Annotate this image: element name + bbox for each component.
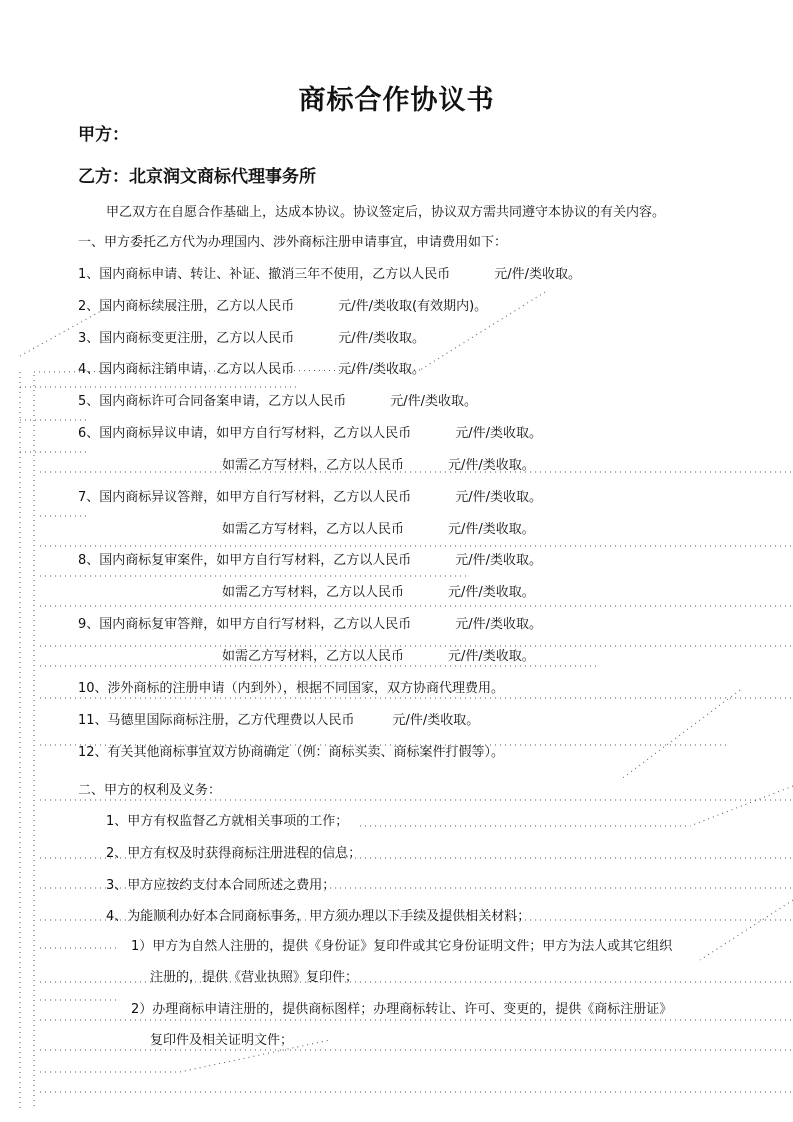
fee-item-text: 6、国内商标异议申请，如甲方自行写材料，乙方以人民币 xyxy=(78,426,412,441)
fee-item-text: 4、国内商标注销申请，乙方以人民币 xyxy=(78,362,295,377)
sub-item-line2: 注册的，提供《营业执照》复印件； xyxy=(150,970,359,985)
fee-item xyxy=(78,266,581,284)
fee-item xyxy=(78,712,479,730)
fee-item-unit: 元/件/类收取。 xyxy=(494,267,582,282)
fee-item-text: 如需乙方写材料，乙方以人民币 xyxy=(222,585,405,600)
fee-item xyxy=(78,744,504,762)
section2-heading: 二、甲方的权利及义务： xyxy=(78,783,222,798)
fee-item xyxy=(78,552,542,570)
fee-item-sub xyxy=(222,648,535,666)
fee-item xyxy=(78,361,425,379)
fee-item-text: 11、马德里国际商标注册，乙方代理费以人民币 xyxy=(78,713,355,728)
fee-item-unit: 元/件/类收取。 xyxy=(448,522,535,537)
fee-item-unit: 元/件/类收取。 xyxy=(455,426,543,441)
fee-item-text: 1、国内商标申请、转让、补证、撤消三年不使用，乙方以人民币 xyxy=(78,267,451,282)
rights-item: 4、为能顺利办好本合同商标事务，甲方须办理以下手续及提供相关材料； xyxy=(106,909,531,924)
fee-item-sub xyxy=(222,521,535,539)
sub-item-line2: 复印件及相关证明文件； xyxy=(150,1033,294,1048)
fee-item xyxy=(78,680,504,698)
rights-item: 1、甲方有权监督乙方就相关事项的工作； xyxy=(106,814,349,829)
fee-item xyxy=(78,425,542,443)
fee-item-text: 12、有关其他商标事宜双方协商确定（例：商标买卖、商标案件打假等）。 xyxy=(78,745,505,760)
intro-paragraph: 甲乙双方在自愿合作基础上，达成本协议。协议签定后，协议双方需共同遵守本协议的有关内容。 xyxy=(106,205,666,220)
fee-item-unit: 元/件/类收取。 xyxy=(448,649,535,664)
fee-item xyxy=(78,298,487,316)
fee-item-sub xyxy=(222,457,535,475)
fee-item-text: 3、国内商标变更注册，乙方以人民币 xyxy=(78,331,295,346)
fee-item-text: 7、国内商标异议答辩，如甲方自行写材料，乙方以人民币 xyxy=(78,490,412,505)
rights-item: 2、甲方有权及时获得商标注册进程的信息； xyxy=(106,846,362,861)
fee-item xyxy=(78,489,542,507)
fee-item-sub xyxy=(222,584,535,602)
fee-item-text: 如需乙方写材料，乙方以人民币 xyxy=(222,458,405,473)
fee-item-unit: 元/件/类收取。 xyxy=(338,331,426,346)
fee-item-unit: 元/件/类收取。 xyxy=(448,585,535,600)
fee-item xyxy=(78,393,477,411)
party-b-label: 乙方：北京润文商标代理事务所 xyxy=(78,167,316,187)
fee-item xyxy=(78,330,425,348)
fee-item-text: 5、国内商标许可合同备案申请，乙方以人民币 xyxy=(78,394,347,409)
sub-item-line1: 2）办理商标申请注册的，提供商标图样；办理商标转让、许可、变更的，提供《商标注册证》 xyxy=(131,1002,673,1017)
fee-item xyxy=(78,616,542,634)
fee-item-unit: 元/件/类收取。 xyxy=(390,394,478,409)
fee-item-text: 2、国内商标续展注册，乙方以人民币 xyxy=(78,299,295,314)
fee-item-unit: 元/件/类收取。 xyxy=(455,490,543,505)
party-a-label: 甲方： xyxy=(78,125,129,145)
fee-item-text: 如需乙方写材料，乙方以人民币 xyxy=(222,649,405,664)
rights-item: 3、甲方应按约支付本合同所述之费用； xyxy=(106,878,336,893)
document-title: 商标合作协议书 xyxy=(298,85,495,116)
section1-heading: 一、甲方委托乙方代为办理国内、涉外商标注册申请事宜，申请费用如下： xyxy=(78,235,508,250)
fee-item-text: 如需乙方写材料，乙方以人民币 xyxy=(222,522,405,537)
fee-item-text: 10、涉外商标的注册申请（内到外），根据不同国家，双方协商代理费用。 xyxy=(78,681,505,696)
fee-item-unit: 元/件/类收取。 xyxy=(338,362,426,377)
fee-item-unit: 元/件/类收取。 xyxy=(392,713,480,728)
fee-item-text: 9、国内商标复审答辩，如甲方自行写材料，乙方以人民币 xyxy=(78,617,412,632)
fee-item-unit: 元/件/类收取(有效期内)。 xyxy=(338,299,488,314)
fee-item-unit: 元/件/类收取。 xyxy=(455,553,543,568)
fee-item-text: 8、国内商标复审案件，如甲方自行写材料，乙方以人民币 xyxy=(78,553,412,568)
fee-item-unit: 元/件/类收取。 xyxy=(448,458,535,473)
sub-item-line1: 1）甲方为自然人注册的，提供《身份证》复印件或其它身份证明文件；甲方为法人或其它组织 xyxy=(131,939,673,954)
fee-item-unit: 元/件/类收取。 xyxy=(455,617,543,632)
